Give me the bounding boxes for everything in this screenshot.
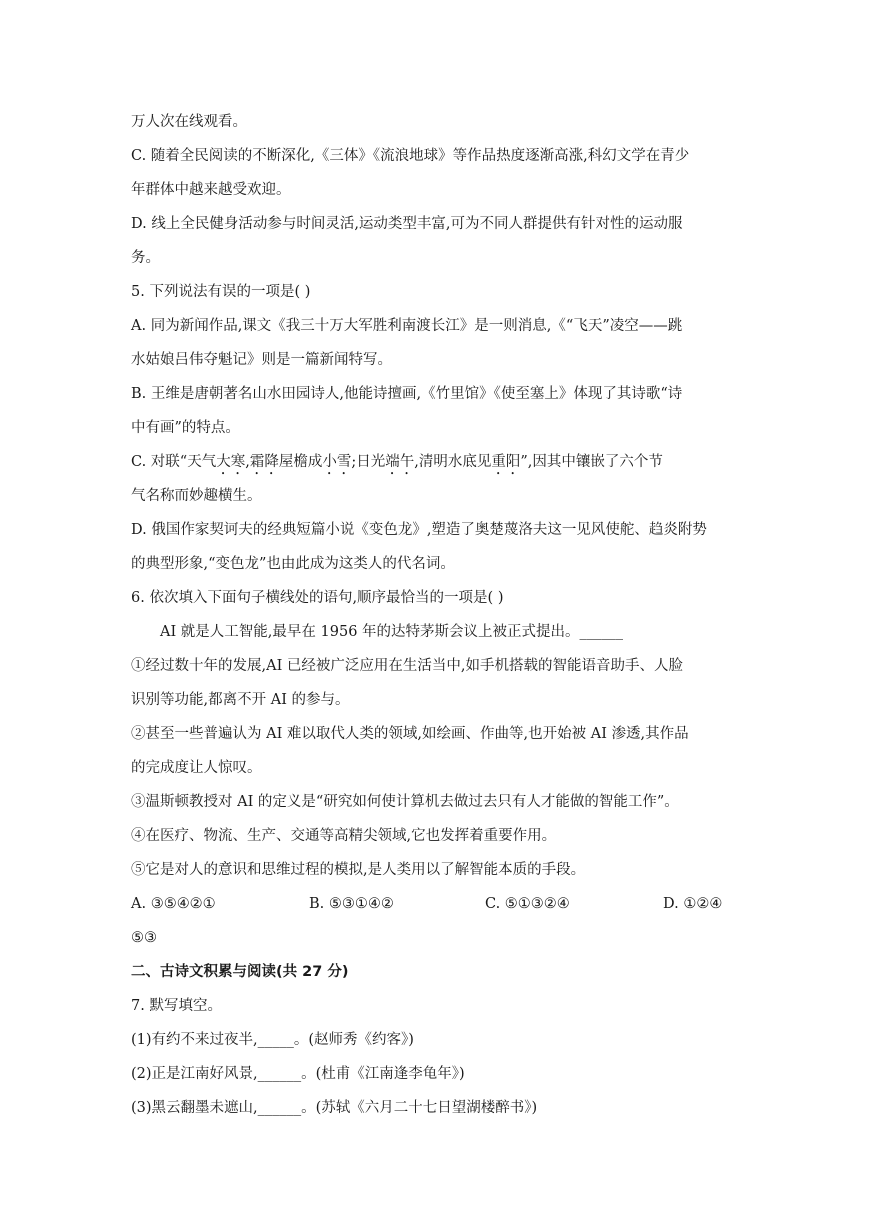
question-5: 5. 下列说法有误的一项是( ) <box>131 284 311 300</box>
fill-blank-1: (1)有约不来过夜半,_____。(赵师秀《约客》) <box>131 1032 414 1048</box>
option-d-q6: D. ①②④ <box>663 896 723 912</box>
emphasized-term: 大寒 <box>216 454 246 470</box>
option-a-q6: A. ③⑤④②① <box>131 896 216 912</box>
text-segment: 屋檐成 <box>278 454 323 470</box>
text-line: 的典型形象,“变色龙”也由此成为这类人的代名词。 <box>131 556 455 572</box>
sentence-5: ⑤它是对人的意识和思维过程的模拟,是人类用以了解智能本质的手段。 <box>131 862 586 878</box>
question-7: 7. 默写填空。 <box>131 998 222 1014</box>
sentence-1: ①经过数十年的发展,AI 已经被广泛应用在生活当中,如手机搭载的智能语音助手、人脸 <box>131 658 684 674</box>
text-segment: ,清明 <box>414 454 448 470</box>
question-6: 6. 依次填入下面句子横线处的语句,顺序最恰当的一项是( ) <box>131 590 504 606</box>
emphasized-term: 端午 <box>385 454 415 470</box>
text-line: 气名称而妙趣横生。 <box>131 488 262 504</box>
emphasized-term: 小雪 <box>322 454 352 470</box>
text-line: 年群体中越来越受欢迎。 <box>131 182 291 198</box>
option-d-q4: D. 线上全民健身活动参与时间灵活,运动类型丰富,可为不同人群提供有针对性的运动服 <box>131 216 683 232</box>
section-heading: 二、古诗文积累与阅读(共 27 分) <box>131 964 349 980</box>
passage-intro: AI 就是人工智能,最早在 1956 年的达特茅斯会议上被正式提出。______ <box>160 624 624 640</box>
text-line: 中有画”的特点。 <box>131 420 240 436</box>
sentence-4: ④在医疗、物流、生产、交通等高精尖领域,它也发挥着重要作用。 <box>131 828 557 844</box>
sentence-3: ③温斯顿教授对 AI 的定义是“研究如何使计算机去做过去只有人才能做的智能工作”。 <box>131 794 679 810</box>
option-d-q5: D. 俄国作家契诃夫的经典短篇小说《变色龙》,塑造了奥楚蔑洛夫这一见风使舵、趋炎附势 <box>131 522 707 538</box>
text-line: 的完成度让人惊叹。 <box>131 760 262 776</box>
text-line: ⑤③ <box>131 930 157 946</box>
text-line: 识别等功能,都离不开 AI 的参与。 <box>131 692 350 708</box>
option-c-q5 <box>131 452 663 478</box>
fill-blank-3: (3)黑云翻墨未遮山,______。(苏轼《六月二十七日望湖楼醉书》) <box>131 1100 538 1116</box>
text-line: 万人次在线观看。 <box>131 114 247 130</box>
option-c-q4: C. 随着全民阅读的不断深化,《三体》《流浪地球》等作品热度逐渐高涨,科幻文学在青少 <box>131 148 690 164</box>
text-segment: 水底见 <box>447 454 492 470</box>
sentence-2: ②甚至一些普遍认为 AI 难以取代人类的领域,如绘画、作曲等,也开始被 AI 渗透,其作品 <box>131 726 689 742</box>
option-c-q6: C. ⑤①③②④ <box>485 896 570 912</box>
text-line: 水姑娘吕伟夺魁记》则是一篇新闻特写。 <box>131 352 392 368</box>
emphasized-term: 霜降 <box>249 454 279 470</box>
option-a-q5: A. 同为新闻作品,课文《我三十万大军胜利南渡长江》是一则消息,《“飞天”凌空——跳 <box>131 318 683 334</box>
fill-blank-2: (2)正是江南好风景,______。(杜甫《江南逢李龟年》) <box>131 1066 465 1082</box>
text-segment: , <box>245 454 250 470</box>
text-segment: C. 对联“天气 <box>131 454 217 470</box>
emphasized-term: 重阳 <box>491 454 521 470</box>
option-b-q5: B. 王维是唐朝著名山水田园诗人,他能诗擅画,《竹里馆》《使至塞上》体现了其诗歌“诗 <box>131 386 683 402</box>
text-segment: ”,因其中镶嵌了六个节 <box>520 454 663 470</box>
text-line: 务。 <box>131 250 160 266</box>
option-b-q6: B. ⑤③①④② <box>309 896 394 912</box>
text-segment: ;日光 <box>351 454 386 470</box>
